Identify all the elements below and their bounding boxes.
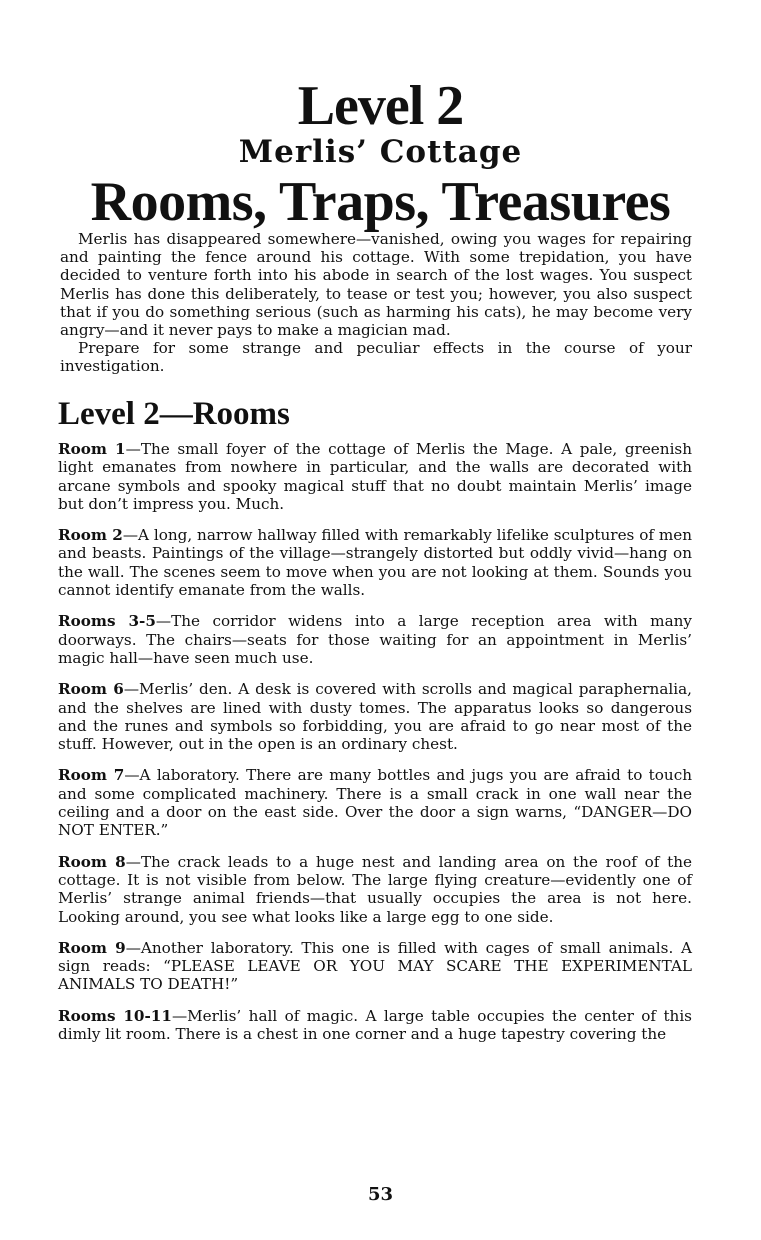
room-entry bbox=[58, 853, 692, 926]
room-label: Room 8 bbox=[58, 852, 126, 871]
room-description: —Merlis’ hall of magic. A large table occupies the center of this dimly lit room. There is a chest in one corner and a huge tapestry covering the bbox=[58, 1006, 692, 1044]
room-label: Room 2 bbox=[58, 526, 123, 545]
room-entry bbox=[58, 526, 692, 599]
room-description: —The small foyer of the cottage of Merlis the Mage. A pale, greenish light emanates from nowhere in particular, and the walls are decorated with arcane symbols and spooky magical stuff that no doubt maintain Merlis’ image but don’t impress you. Much. bbox=[58, 440, 693, 513]
intro-text bbox=[60, 230, 692, 376]
page-number: 53 bbox=[367, 1184, 394, 1205]
intro-paragraph: Merlis has disappeared somewhere—vanished, owing you wages for repairing and painting the fence around his cottage. With some trepidation, you have decided to venture forth into his abode in search of the lost wages. You suspect Merlis has done this deliberately, to tease or test you; however, you also suspect that if you do something serious (such as harming his cats), he may become very angry—and it never pays to make a magician mad. bbox=[60, 230, 692, 340]
room-label: Rooms 3-5 bbox=[58, 612, 156, 631]
room-description: —Merlis’ den. A desk is covered with scrolls and magical paraphernalia, and the shelves are lined with dusty tomes. The apparatus looks so dangerous and the runes and symbols so forbidding, you are afraid to go near most of the stuff. However, out in the open is an ordinary chest. bbox=[58, 680, 692, 754]
room-description: —The crack leads to a huge nest and landing area on the roof of the cottage. It is not visible from below. The large flying creature—evidently one of Merlis’ strange animal friends—that usually occupies the area is not here. Looking around, you see what looks like a large egg to one side. bbox=[58, 852, 693, 926]
level-title: Level 2 bbox=[297, 75, 464, 137]
room-entry bbox=[58, 1007, 692, 1044]
room-description: —A laboratory. There are many bottles and jugs you are afraid to touch and some complicated machinery. There is a small crack in one wall near the ceiling and a door on the east side. Over the door a sign warns, “DANGER—DO NOT ENTER.” bbox=[58, 766, 693, 840]
room-entry bbox=[58, 440, 692, 513]
location-subtitle: Merlis’ Cottage bbox=[238, 134, 523, 170]
room-label: Room 7 bbox=[58, 766, 125, 785]
room-description: —A long, narrow hallway filled with remarkably lifelike sculptures of men and beasts. Paintings of the village—strangely distorted but oddly vivid—hang on the wall. The scenes seem to move when you are not looking at them. Sounds you cannot identify emanate from the walls. bbox=[58, 526, 692, 600]
room-entry bbox=[58, 766, 692, 839]
title-block bbox=[0, 75, 761, 233]
section-heading: Level 2—Rooms bbox=[58, 396, 290, 432]
room-list bbox=[58, 440, 692, 1056]
room-label: Rooms 10-11 bbox=[58, 1006, 172, 1025]
room-description: —The corridor widens into a large reception area with many doorways. The chairs—seats for those waiting for an appointment in Merlis’ magic hall—have seen much use. bbox=[58, 612, 693, 667]
room-entry bbox=[58, 680, 692, 753]
room-label: Room 9 bbox=[58, 938, 126, 957]
room-description: —Another laboratory. This one is filled with cages of small animals. A sign reads: “PLEASE LEAVE OR YOU MAY SCARE THE EXPERIMENTAL ANIMALS TO DEATH!” bbox=[58, 938, 692, 994]
intro-paragraph: Prepare for some strange and peculiar effects in the course of your investigation. bbox=[60, 339, 692, 376]
chapter-heading: Rooms, Traps, Treasures bbox=[90, 171, 671, 233]
room-label: Room 6 bbox=[58, 680, 124, 699]
room-label: Room 1 bbox=[58, 440, 126, 458]
room-entry bbox=[58, 939, 692, 994]
room-entry bbox=[58, 612, 692, 667]
